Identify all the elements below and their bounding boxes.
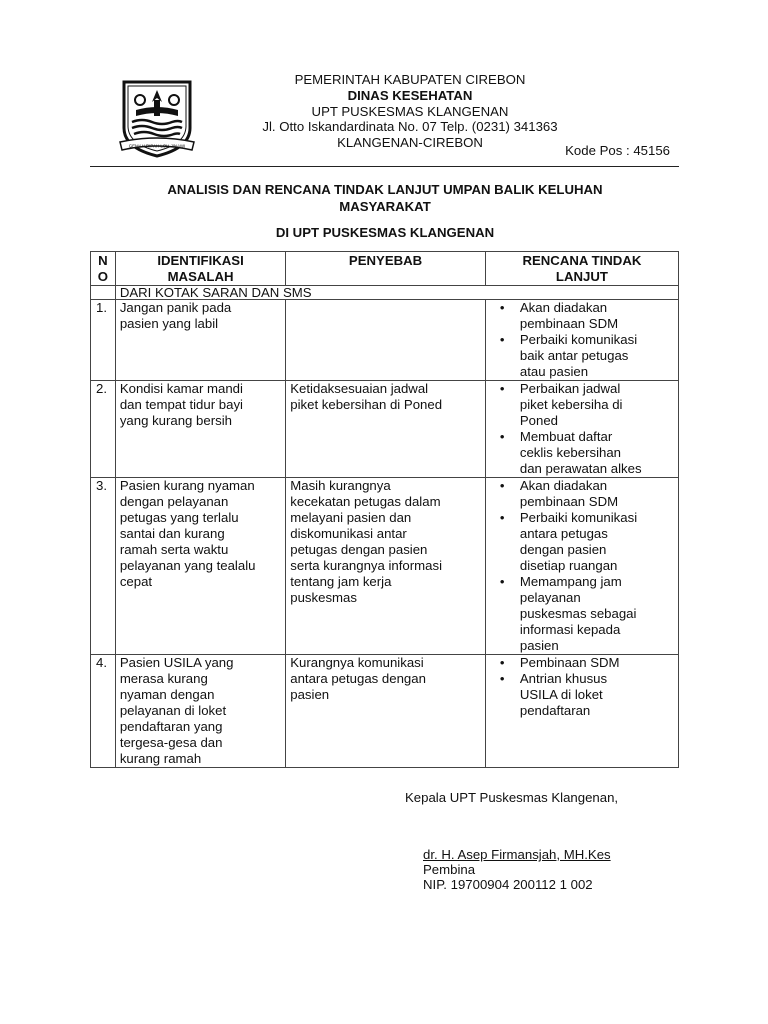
action-plan-item xyxy=(520,332,674,380)
header-rencana xyxy=(485,252,678,286)
penyebab-line: kecekatan petugas dalam xyxy=(290,494,441,509)
penyebab-line: melayani pasien dan xyxy=(290,510,412,525)
action-plan-line: disetiap ruangan xyxy=(519,558,618,573)
masalah-line: dan tempat tidur bayi xyxy=(119,397,243,412)
letterhead-divider xyxy=(90,166,679,167)
title-line-1: ANALISIS DAN RENCANA TINDAK LANJUT UMPAN BALIK KELUHAN xyxy=(167,182,603,197)
action-plan-line: • Perbaiki komunikasi xyxy=(519,510,638,525)
action-plan-item xyxy=(520,574,674,654)
table-row xyxy=(91,381,679,478)
action-plan-item xyxy=(520,655,674,671)
action-plan-line: puskesmas sebagai xyxy=(519,606,637,621)
action-plan-line: • Perbaikan jadwal xyxy=(519,381,621,396)
penyebab-line: tentang jam kerja xyxy=(290,574,392,589)
action-plan-line: pendaftaran xyxy=(519,703,591,718)
masalah-line: kurang ramah xyxy=(119,751,202,766)
title-line-2: MASYARAKAT xyxy=(339,198,431,214)
signatory-nip: NIP. 19700904 200112 1 002 xyxy=(423,877,593,892)
masalah-line: tergesa-gesa dan xyxy=(119,735,223,750)
penyebab-line: Masih kurangnya xyxy=(290,478,391,493)
action-plan-line: • Perbaiki komunikasi xyxy=(519,332,638,347)
header-no xyxy=(91,252,116,286)
action-plan-item xyxy=(520,300,674,332)
action-plan-line: • Membuat daftar xyxy=(519,429,613,444)
cell-penyebab xyxy=(286,300,486,381)
penyebab-line: pasien xyxy=(290,687,330,702)
action-plan-line: • Antrian khusus xyxy=(519,671,608,686)
cell-masalah xyxy=(115,478,285,655)
action-plan-line: piket kebersiha di xyxy=(519,397,623,412)
header-no-line-1: N xyxy=(98,253,108,268)
masalah-line: merasa kurang xyxy=(119,671,208,686)
masalah-line: ramah serta waktu xyxy=(119,542,229,557)
masalah-line: nyaman dengan xyxy=(119,687,215,702)
masalah-line: pelayanan di loket xyxy=(119,703,227,718)
table-row xyxy=(91,655,679,768)
cell-masalah xyxy=(115,655,285,768)
action-plan-line: pembinaan SDM xyxy=(519,316,619,331)
action-plan-item xyxy=(520,671,674,719)
masalah-line: pelayanan yang tealalu xyxy=(119,558,256,573)
masalah-line: yang kurang bersih xyxy=(119,413,232,428)
header-rencana-line-1: RENCANA TINDAK xyxy=(522,253,642,268)
penyebab-line: puskesmas xyxy=(290,590,357,605)
header-rencana-line-2: LANJUT xyxy=(555,269,608,284)
penyebab-line: antara petugas dengan xyxy=(290,671,426,686)
document-subtitle: DI UPT PUSKESMAS KLANGENAN xyxy=(275,225,495,240)
penyebab-line: Ketidaksesuaian jadwal xyxy=(290,381,429,396)
masalah-line: petugas yang terlalu xyxy=(119,510,239,525)
signatory-rank: Pembina xyxy=(423,862,476,877)
table-header-row xyxy=(91,252,679,286)
cell-masalah xyxy=(115,381,285,478)
action-plan-line: informasi kepada xyxy=(519,622,621,637)
letterhead-unit: UPT PUSKESMAS KLANGENAN xyxy=(311,103,509,119)
action-plan-item xyxy=(520,478,674,510)
action-plan-line: pelayanan xyxy=(519,590,581,605)
document-title xyxy=(100,182,670,215)
header-no-line-2: O xyxy=(97,269,109,284)
header-penyebab: PENYEBAB xyxy=(286,252,486,286)
row-number: 4. xyxy=(91,655,116,768)
cell-penyebab xyxy=(286,478,486,655)
table-body xyxy=(91,286,679,768)
cell-masalah xyxy=(115,300,285,381)
header-masalah-line-2: MASALAH xyxy=(167,269,234,284)
section-row xyxy=(91,286,679,300)
analysis-table xyxy=(90,251,679,768)
action-plan-list xyxy=(490,478,674,654)
masalah-line: Pasien USILA yang xyxy=(119,655,234,670)
action-plan-line: baik antar petugas xyxy=(519,348,629,363)
penyebab-line: piket kebersihan di Poned xyxy=(290,397,443,412)
action-plan-item xyxy=(520,510,674,574)
cell-rencana xyxy=(485,381,678,478)
penyebab-line: serta kurangnya informasi xyxy=(290,558,442,573)
action-plan-line: dan perawatan alkes xyxy=(519,461,642,476)
masalah-line: Kondisi kamar mandi xyxy=(119,381,243,396)
signatory-name: dr. H. Asep Firmansjah, MH.Kes xyxy=(423,847,611,862)
letterhead-department: DINAS KESEHATAN xyxy=(347,87,473,103)
action-plan-item xyxy=(520,429,674,477)
row-number: 1. xyxy=(91,300,116,381)
action-plan-line: Poned xyxy=(519,413,558,428)
cell-rencana xyxy=(485,655,678,768)
masalah-line: dengan pelayanan xyxy=(119,494,229,509)
header-masalah xyxy=(115,252,285,286)
action-plan-line: pembinaan SDM xyxy=(519,494,619,509)
cell-rencana xyxy=(485,300,678,381)
letterhead-address: Jl. Otto Iskandardinata No. 07 Telp. (0231) 341363 xyxy=(262,119,558,135)
penyebab-line: diskomunikasi antar xyxy=(290,526,407,541)
action-plan-line: atau pasien xyxy=(519,364,589,379)
masalah-line: Pasien kurang nyaman xyxy=(119,478,255,493)
action-plan-line: • Akan diadakan xyxy=(519,300,608,315)
cell-penyebab xyxy=(286,381,486,478)
section-label: DARI KOTAK SARAN DAN SMS xyxy=(115,286,678,300)
penyebab-line: Kurangnya komunikasi xyxy=(290,655,424,670)
action-plan-list xyxy=(490,300,674,380)
cell-rencana xyxy=(485,478,678,655)
letterhead xyxy=(230,72,590,151)
penyebab-line: petugas dengan pasien xyxy=(290,542,428,557)
action-plan-list xyxy=(490,655,674,719)
row-number: 3. xyxy=(91,478,116,655)
table-row xyxy=(91,300,679,381)
masalah-line: Jangan panik pada xyxy=(119,300,232,315)
masalah-line: cepat xyxy=(119,574,153,589)
letterhead-city: KLANGENAN-CIREBON xyxy=(337,135,483,151)
action-plan-line: • Memampang jam xyxy=(519,574,622,589)
letterhead-government: PEMERINTAH KABUPATEN CIREBON xyxy=(294,72,526,87)
action-plan-line: • Pembinaan SDM xyxy=(519,655,620,670)
header-masalah-line-1: IDENTIFIKASI xyxy=(157,253,244,268)
cirebon-regency-emblem-icon xyxy=(118,76,196,158)
masalah-line: pendaftaran yang xyxy=(119,719,223,734)
signature-heading: Kepala UPT Puskesmas Klangenan, xyxy=(405,790,619,805)
action-plan-item xyxy=(520,381,674,429)
action-plan-line: pasien xyxy=(519,638,559,653)
masalah-line: pasien yang labil xyxy=(119,316,219,331)
action-plan-line: ceklis kebersihan xyxy=(519,445,622,460)
action-plan-line: dengan pasien xyxy=(519,542,607,557)
table-row xyxy=(91,478,679,655)
masalah-line: santai dan kurang xyxy=(119,526,225,541)
svg-text:GEMAH RIPAH LOH JINAWI: GEMAH RIPAH LOH JINAWI xyxy=(128,143,186,149)
postal-code: Kode Pos : 45156 xyxy=(565,143,670,158)
row-number: 2. xyxy=(91,381,116,478)
action-plan-line: antara petugas xyxy=(519,526,608,541)
action-plan-line: • Akan diadakan xyxy=(519,478,608,493)
section-no-cell xyxy=(91,286,116,300)
action-plan-line: USILA di loket xyxy=(519,687,603,702)
cell-penyebab xyxy=(286,655,486,768)
action-plan-list xyxy=(490,381,674,477)
